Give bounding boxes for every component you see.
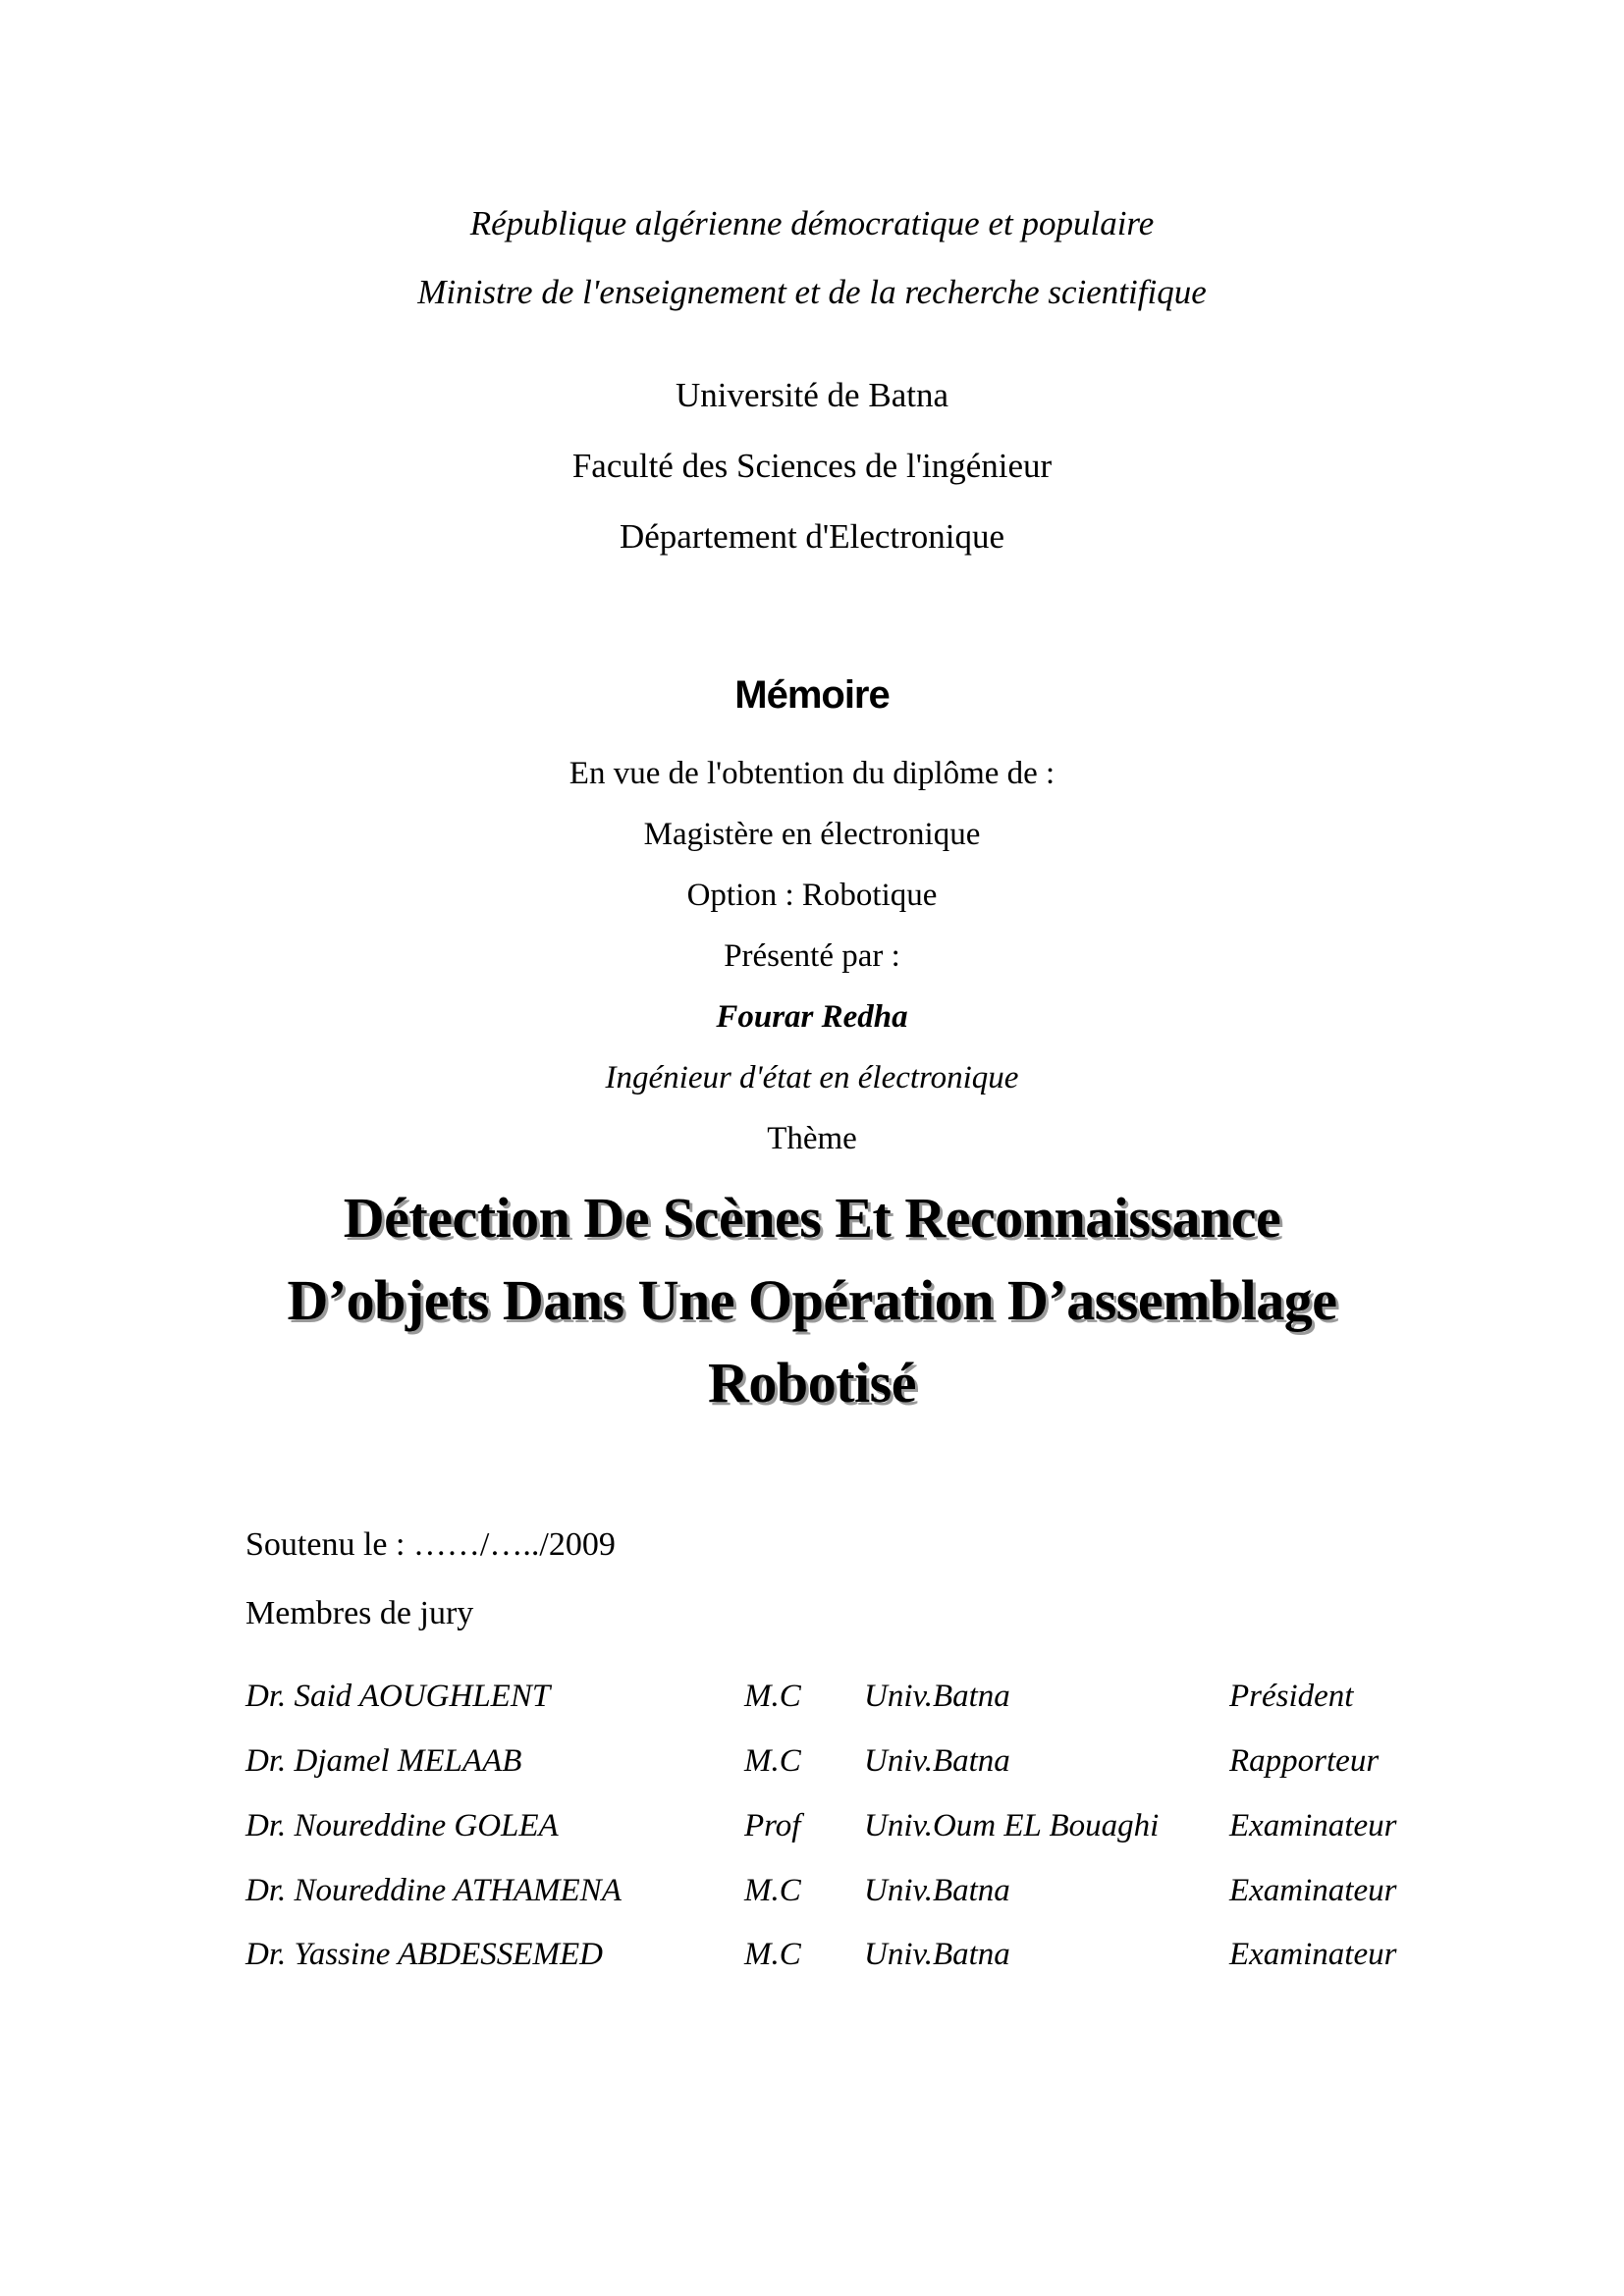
jury-member-grade: M.C (744, 1937, 801, 1972)
republic-line: République algérienne démocratique et populaire (469, 204, 1155, 242)
thesis-title-line-2: D’objets Dans Une Opération D’assemblage (287, 1268, 1337, 1332)
faculty-name: Faculté des Sciences de l'ingénieur (571, 447, 1053, 485)
diploma-purpose: En vue de l'obtention du diplôme de : (568, 756, 1056, 791)
defense-date: Soutenu le : ……/…../2009 (245, 1526, 616, 1563)
jury-member-name: Dr. Yassine ABDESSEMED (245, 1937, 603, 1972)
jury-member-university: Univ.Batna (864, 1743, 1010, 1779)
jury-member-name: Dr. Said AOUGHLENT (245, 1679, 551, 1714)
jury-member-role: Examinateur (1229, 1937, 1397, 1972)
jury-row (0, 1875, 1624, 1914)
thesis-title-line-1: Détection De Scènes Et Reconnaissance (343, 1186, 1281, 1250)
presented-by-label: Présenté par : (724, 938, 900, 974)
jury-row (0, 1681, 1624, 1720)
jury-row (0, 1810, 1624, 1849)
jury-member-university: Univ.Batna (864, 1873, 1010, 1908)
thesis-title-line-3: Robotisé (708, 1351, 916, 1415)
theme-label: Thème (767, 1121, 857, 1156)
jury-member-name: Dr. Noureddine GOLEA (245, 1808, 559, 1843)
jury-member-role: Président (1229, 1679, 1354, 1714)
jury-label: Membres de jury (245, 1595, 474, 1631)
degree-name: Magistère en électronique (643, 817, 981, 852)
jury-member-role: Examinateur (1229, 1873, 1397, 1908)
ministry-line: Ministre de l'enseignement et de la recherche scientifique (417, 273, 1207, 311)
jury-member-name: Dr. Noureddine ATHAMENA (245, 1873, 622, 1908)
jury-member-role: Examinateur (1229, 1808, 1397, 1843)
jury-member-university: Univ.Batna (864, 1937, 1010, 1972)
jury-member-name: Dr. Djamel MELAAB (245, 1743, 522, 1779)
university-name: Université de Batna (676, 376, 948, 414)
jury-member-grade: Prof (744, 1808, 801, 1843)
jury-member-university: Univ.Oum EL Bouaghi (864, 1808, 1160, 1843)
jury-row (0, 1939, 1624, 1978)
department-name: Département d'Electronique (619, 517, 1005, 556)
author-name: Fourar Redha (716, 999, 908, 1035)
jury-member-role: Rapporteur (1229, 1743, 1380, 1779)
jury-member-university: Univ.Batna (864, 1679, 1010, 1714)
option-line: Option : Robotique (686, 878, 938, 913)
jury-row (0, 1745, 1624, 1785)
author-title: Ingénieur d'état en électronique (605, 1060, 1019, 1095)
memoire-heading: Mémoire (734, 673, 890, 717)
jury-member-grade: M.C (744, 1679, 801, 1714)
jury-member-grade: M.C (744, 1743, 801, 1779)
jury-member-grade: M.C (744, 1873, 801, 1908)
